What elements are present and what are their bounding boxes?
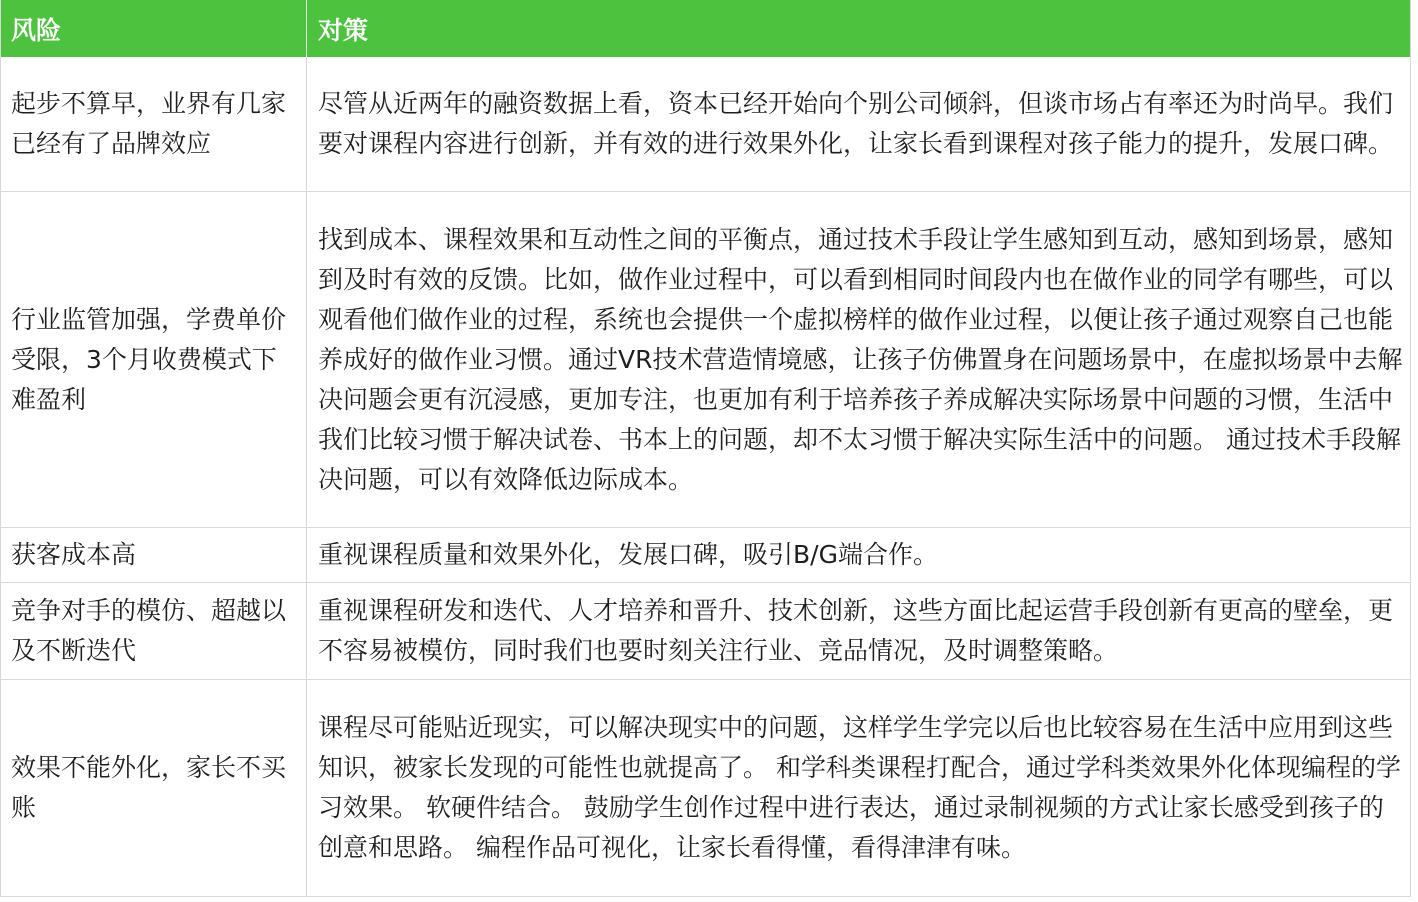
- table-row: [1, 583, 1410, 680]
- risk-cell: 竞争对手的模仿、超越以及不断迭代: [1, 583, 307, 679]
- measure-cell: 重视课程质量和效果外化，发展口碑，吸引B/G端合作。: [318, 540, 938, 569]
- measure-cell: 重视课程研发和迭代、人才培养和晋升、技术创新，这些方面比起运营手段创新有更高的壁垒，更不容易被模仿，同时我们也要时刻关注行业、竞品情况，及时调整策略。: [318, 596, 1394, 665]
- risk-cell: 效果不能外化，家长不买账: [1, 680, 307, 896]
- header-measure: 对策: [318, 15, 369, 45]
- risk-cell: 行业监管加强，学费单价受限，3个月收费模式下难盈利: [1, 192, 307, 527]
- risk-cell: 起步不算早，业界有几家已经有了品牌效应: [1, 57, 307, 191]
- table-header-row: [1, 0, 1410, 57]
- measure-cell: 尽管从近两年的融资数据上看，资本已经开始向个别公司倾斜，但谈市场占有率还为时尚早。我们要对课程内容进行创新，并有效的进行效果外化，让家长看到课程对孩子能力的提升，发展口碑。: [318, 89, 1394, 158]
- table-row: [1, 192, 1410, 528]
- measure-cell: 课程尽可能贴近现实，可以解决现实中的问题，这样学生学完以后也比较容易在生活中应用到这些知识，被家长发现的可能性也就提高了。 和学科类课程打配合，通过学科类效果外化体现编程的学习效果。 软硬件结合。 鼓励学生创作过程中进行表达，通过录制视频的方式让家长感受到孩子的创意和思路。 编程作品可视化，让家长看得懂，看得津津有味。: [318, 713, 1401, 862]
- table-row: [1, 57, 1410, 192]
- measure-cell: 找到成本、课程效果和互动性之间的平衡点，通过技术手段让学生感知到互动，感知到场景，感知到及时有效的反馈。比如，做作业过程中，可以看到相同时间段内也在做作业的同学有哪些，可以观看他们做作业的过程，系统也会提供一个虚拟榜样的做作业过程，以便让孩子通过观察自己也能养成好的做作业习惯。通过VR技术营造情境感，让孩子仿佛置身在问题场景中，在虚拟场景中去解决问题会更有沉浸感，更加专注，也更加有利于培养孩子养成解决实际场景中问题的习惯，生活中我们比较习惯于解决试卷、书本上的问题，却不太习惯于解决实际生活中的问题。 通过技术手段解决问题，可以有效降低边际成本。: [318, 224, 1403, 494]
- table-row: [1, 680, 1410, 897]
- header-risk: 风险: [1, 0, 307, 57]
- risk-cell: 获客成本高: [1, 528, 307, 582]
- table-row: [1, 528, 1410, 583]
